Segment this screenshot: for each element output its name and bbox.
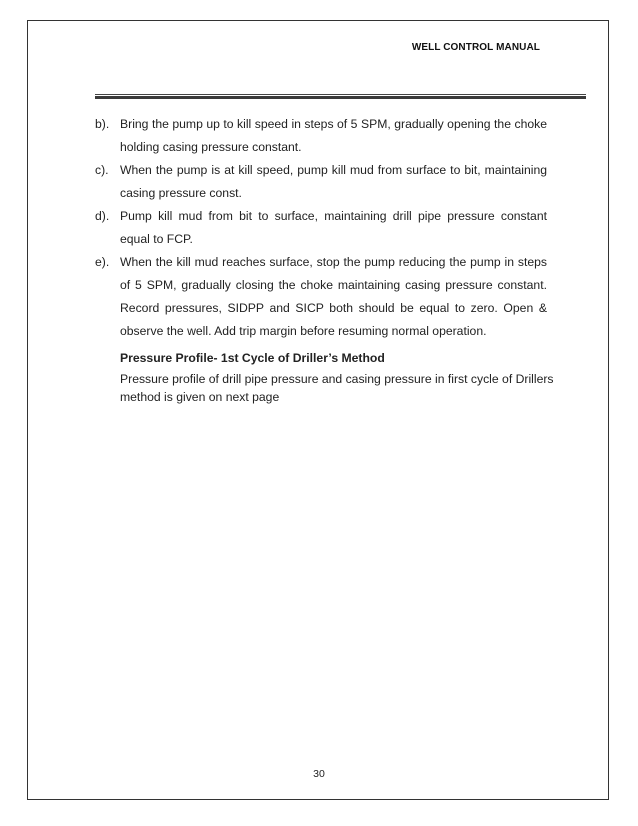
running-header-title: WELL CONTROL MANUAL [411,42,540,53]
header-rule-thin [95,94,586,95]
step-item-c [95,159,547,205]
step-item-e [95,251,547,343]
step-text: When the kill mud reaches surface, stop the pump reducing the pump in steps of 5 SPM, gradually closing the choke maintaining casing pressure constant. Record pressures, SIDPP and SICP both should be equal to zero. Open & observe the well. Add trip margin before resuming normal operation. [120,255,547,338]
step-item-d [95,205,547,251]
step-text: Bring the pump up to kill speed in steps of 5 SPM, gradually opening the choke holding casing pressure constant. [120,117,547,154]
step-text: Pump kill mud from bit to surface, maintaining drill pipe pressure constant equal to FCP. [120,209,547,246]
step-label: c). [95,163,109,177]
page-number: 30 [313,768,325,780]
step-label: e). [95,255,110,269]
header-rule-thick [95,96,586,99]
pressure-profile-section [120,348,560,406]
step-text: When the pump is at kill speed, pump kill mud from surface to bit, maintaining casing pressure const. [120,163,547,200]
step-label: b). [95,117,110,131]
procedure-steps-list [95,113,547,343]
section-heading: Pressure Profile- 1st Cycle of Driller’s Method [120,351,385,365]
section-body-text: Pressure profile of drill pipe pressure and casing pressure in first cycle of Drillers method is given on next page [120,372,554,404]
step-item-b [95,113,547,159]
step-label: d). [95,209,110,223]
